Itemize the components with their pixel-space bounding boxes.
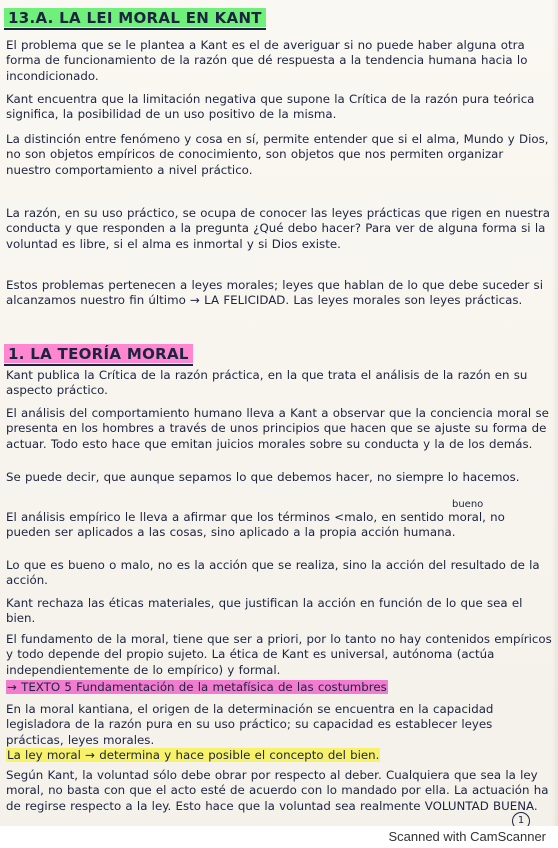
section1-paragraph-3 <box>6 132 552 178</box>
section1-paragraph-5 <box>6 278 552 309</box>
s2-p8-text: En la moral kantiana, el origen de la determinación se encuentra en la capacidad legisladora de la razón pura en su uso práctico; su capacidad es establecer leyes prácticas, leyes morales. <box>6 702 494 747</box>
page-edge-shadow <box>552 0 558 848</box>
section2-paragraph-9 <box>6 748 552 763</box>
s2-p1-text: Kant publica la Crítica de la razón práctica, en la que trata el análisis de la razón en su aspecto práctico. <box>6 368 528 398</box>
s2-p9-text: La ley moral → determina y hace posible el concepto del bien. <box>7 748 380 762</box>
section2-paragraph-7 <box>6 632 552 678</box>
page-number: 1 <box>512 812 530 830</box>
s1-p4-text: La razón, en su uso práctico, se ocupa de conocer las leyes prácticas que rigen en nuestra conducta y que responden a la pregunta ¿Qué debo hacer? Para ver de alguna forma si la voluntad es libre, si el alma es inmortal y si Dios existe. <box>6 206 550 251</box>
section2-paragraph-8 <box>6 702 552 748</box>
s1-p1-text: El problema que se le plantea a Kant es el de averiguar si no puede haber alguna otra forma de funcionamiento de la razón que dé respuesta a la tendencia humana hacia lo incondicionado. <box>6 38 528 83</box>
s2-p3-text: Se puede decir, que aunque sepamos lo que debemos hacer, no siempre lo hacemos. <box>6 470 520 484</box>
section2-title-underline <box>4 364 193 366</box>
section2-paragraph-10 <box>6 768 552 814</box>
section2-paragraph-4 <box>6 510 552 541</box>
section2-paragraph-1 <box>6 368 552 399</box>
s2-p7-text: El fundamento de la moral, tiene que ser a priori, por lo tanto no hay contenidos empíricos y todo depende del propio sujeto. La ética de Kant es universal, autónoma (actúa independientemente de lo empírico) y formal. <box>6 632 552 677</box>
section2-paragraph-7-note <box>6 680 552 695</box>
section2-paragraph-5 <box>6 558 552 589</box>
s2-p4-text: El análisis empírico le lleva a afirmar que los términos <malo, en sentido moral, no pueden ser aplicados a las cosas, sino aplicado a la propia acción humana. <box>6 510 505 540</box>
section2-title-text: 1. LA TEORÍA MORAL <box>8 345 189 363</box>
texto5-note: → TEXTO 5 Fundamentación de la metafísica de las costumbres <box>7 680 387 694</box>
superscript-bueno: bueno <box>452 499 484 510</box>
section2-paragraph-6 <box>6 596 552 627</box>
section2-paragraph-2 <box>6 406 552 452</box>
scanner-watermark: Scanned with CamScanner <box>0 826 558 848</box>
section1-paragraph-1 <box>6 38 552 84</box>
s2-p5-text: Lo que es bueno o malo, no es la acción que se realiza, sino la acción del resultado de la acción. <box>6 558 540 588</box>
section1-title <box>4 8 266 27</box>
section1-paragraph-4 <box>6 206 552 252</box>
s1-p2-text: Kant encuentra que la limitación negativa que supone la Crítica de la razón pura teórica significa, la posibilidad de un uso positivo de la misma. <box>6 92 535 122</box>
section2-title <box>4 344 193 363</box>
section1-paragraph-2 <box>6 92 552 123</box>
section2-paragraph-3 <box>6 470 552 485</box>
s2-p2-text: El análisis del comportamiento humano lleva a Kant a observar que la conciencia moral se presenta en los hombres a través de unos principios que hacen que se ajuste su forma de actuar. Todo esto hace que emitan juicios morales sobre su conducta y la de los demás. <box>6 406 549 451</box>
s2-p10-text: Según Kant, la voluntad sólo debe obrar por respecto al deber. Cualquiera que sea la ley moral, no basta con que el acto esté de acuerdo con lo mandado por ella. La actuación ha de regirse respecto a la ley. Esto hace que la voluntad sea realmente VOLUNTAD BUENA. <box>6 768 549 813</box>
section1-title-text: 13.A. LA LEI MORAL EN KANT <box>8 9 262 27</box>
section1-title-underline <box>4 28 266 30</box>
s1-p3-text: La distinción entre fenómeno y cosa en sí, permite entender que si el alma, Mundo y Dios, no son objetos empíricos de conocimiento, son objetos que nos permiten organizar nuestro comportamiento a nivel práctico. <box>6 132 549 177</box>
s2-p6-text: Kant rechaza las éticas materiales, que justifican la acción en función de lo que sea el bien. <box>6 596 523 626</box>
s1-p5-text: Estos problemas pertenecen a leyes morales; leyes que hablan de lo que debe suceder si alcanzamos nuestro fin último → LA FELICIDAD. Las leyes morales son leyes prácticas. <box>6 278 543 308</box>
